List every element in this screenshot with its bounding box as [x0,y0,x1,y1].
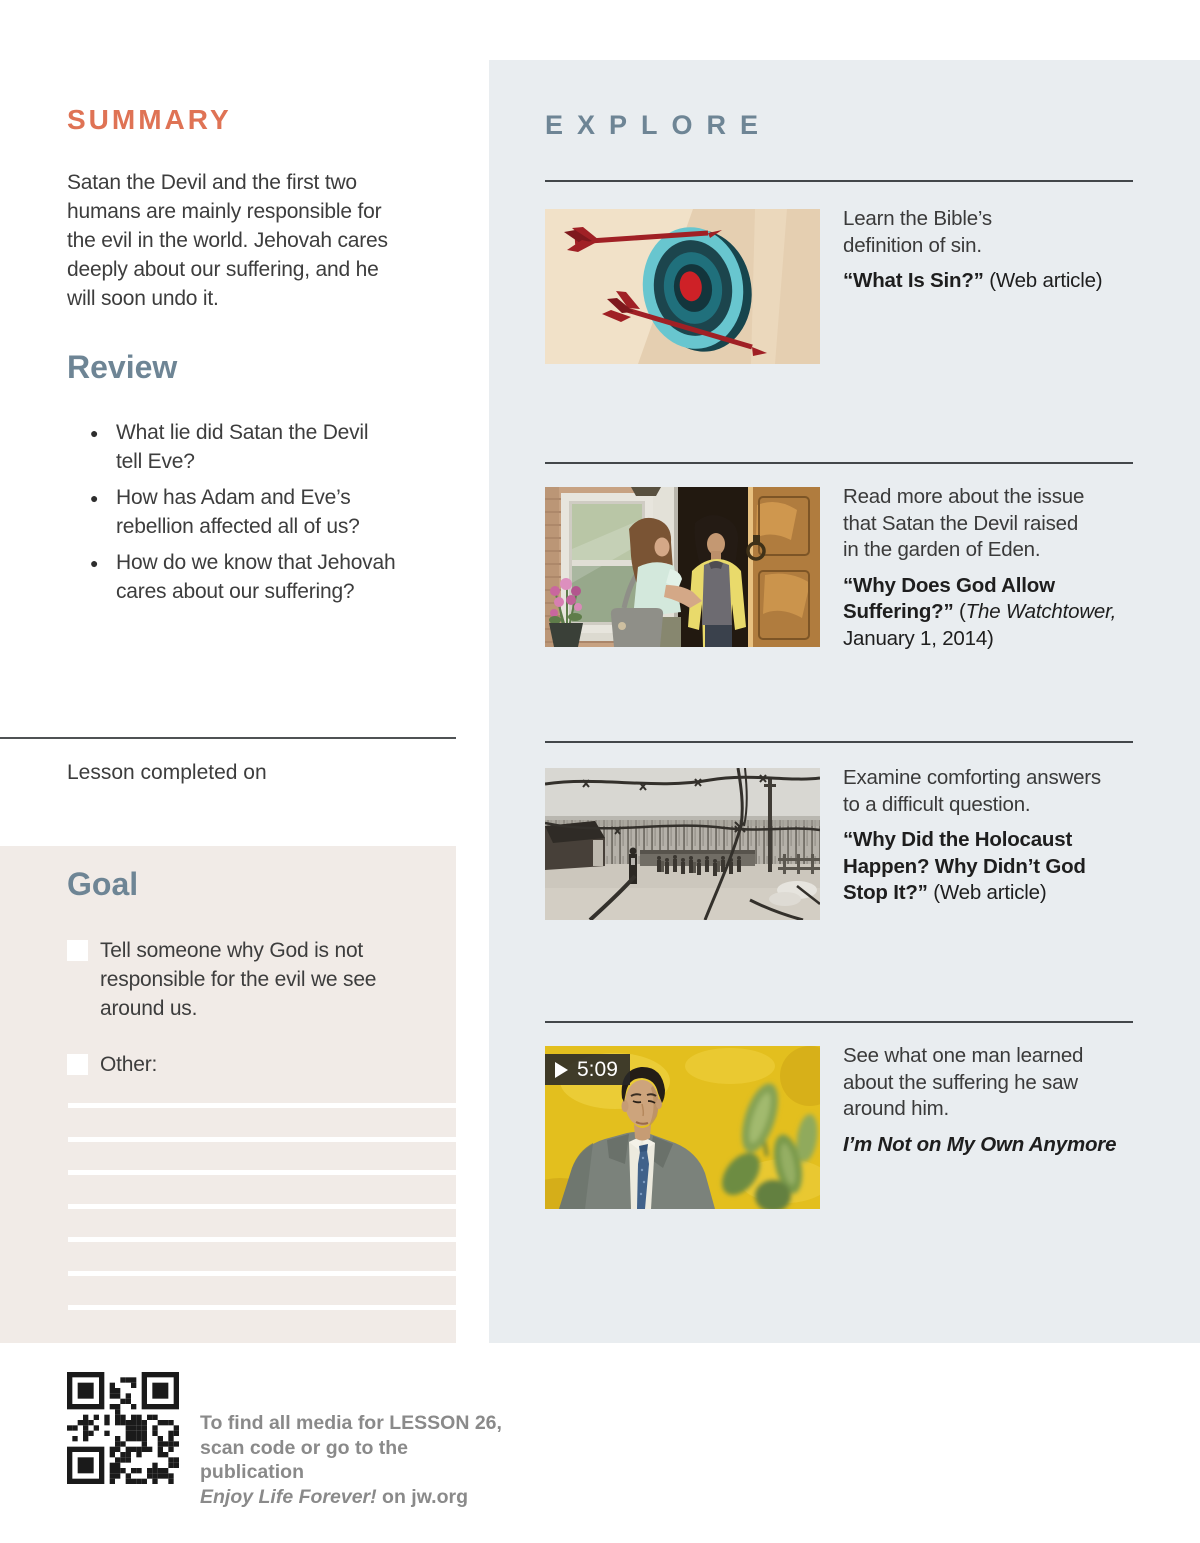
writing-line[interactable] [68,1103,456,1108]
explore-thumbnail-why-suffering[interactable] [545,487,820,647]
qr-code [67,1372,179,1484]
explore-thumbnail-what-is-sin[interactable] [545,209,820,364]
summary-heading: SUMMARY [67,104,232,135]
summary-line: will soon undo it. [67,287,219,310]
publication-name: Enjoy Life Forever! [200,1485,377,1508]
review-question: ● How has Adam and Eve’s rebellion affected all of us? [90,483,450,541]
writing-line[interactable] [68,1305,456,1310]
review-question-list [90,418,450,613]
summary-line: humans are mainly responsible for [67,200,382,223]
left-divider [0,737,456,739]
explore-item-text [843,1043,1143,1158]
lesson-completed-label: Lesson completed on [67,761,267,784]
explore-item-link-what-is-sin[interactable]: “What Is Sin?” (Web article) [843,269,1103,292]
qr-instructions: To find all media for LESSON 26, scan code or go to the publication Enjoy Life Forever! on jw.org [200,1412,502,1508]
video-duration: 5:09 [577,1057,618,1081]
review-heading: Review [67,349,178,385]
summary-line: the evil in the world. Jehovah cares [67,229,388,252]
summary-line: deeply about our suffering, and he [67,258,379,281]
summary-line: Satan the Devil and the first two [67,171,357,194]
play-icon [555,1062,568,1078]
explore-item-text [843,206,1143,295]
explore-item-description: Read more about the issue that Satan the Devil raised in the garden of Eden. [843,485,1085,561]
explore-item-link-why-suffering[interactable]: “Why Does God Allow Suffering?” (The Watchtower, January 1, 2014) [843,573,1117,650]
goal-heading: Goal [67,866,139,902]
writing-line[interactable] [68,1204,456,1209]
explore-divider [545,462,1133,464]
explore-item-link-video[interactable]: I’m Not on My Own Anymore [843,1132,1117,1156]
explore-video-thumbnail[interactable] [545,1046,820,1209]
review-question: ● How do we know that Jehovah cares about our suffering? [90,548,450,606]
explore-item-description: Examine comforting answers to a difficult question. [843,766,1101,816]
explore-thumbnail-holocaust[interactable] [545,768,820,920]
writing-line[interactable] [68,1137,456,1142]
explore-item-text [843,484,1143,652]
explore-divider [545,1021,1133,1023]
qr-code-image [67,1372,179,1484]
writing-line[interactable] [68,1271,456,1276]
explore-divider [545,741,1133,743]
goal-panel-background [0,846,456,1343]
explore-item-text [843,765,1143,907]
summary-paragraph [67,168,388,313]
video-duration-badge [545,1054,630,1085]
writing-line[interactable] [68,1237,456,1242]
explore-item-link-holocaust[interactable]: “Why Did the Holocaust Happen? Why Didn’t God Stop It?” (Web article) [843,828,1086,904]
goal-other-label: Other: [100,1053,158,1076]
goal-item-label: Tell someone why God is not responsible for the evil we see around us. [100,939,377,1020]
explore-heading: EXPLORE [545,110,773,140]
goal-checkbox-1[interactable] [67,940,88,961]
holocaust-camp-image [545,768,820,920]
goal-checkbox-other[interactable] [67,1054,88,1075]
explore-divider [545,180,1133,182]
review-question: ● What lie did Satan the Devil tell Eve? [90,418,450,476]
target-arrows-image [545,209,820,364]
explore-item-description: Learn the Bible’s definition of sin. [843,207,992,257]
two-women-doorstep-image [545,487,820,647]
explore-item-description: See what one man learned about the suffering he saw around him. [843,1044,1084,1120]
writing-line[interactable] [68,1170,456,1175]
